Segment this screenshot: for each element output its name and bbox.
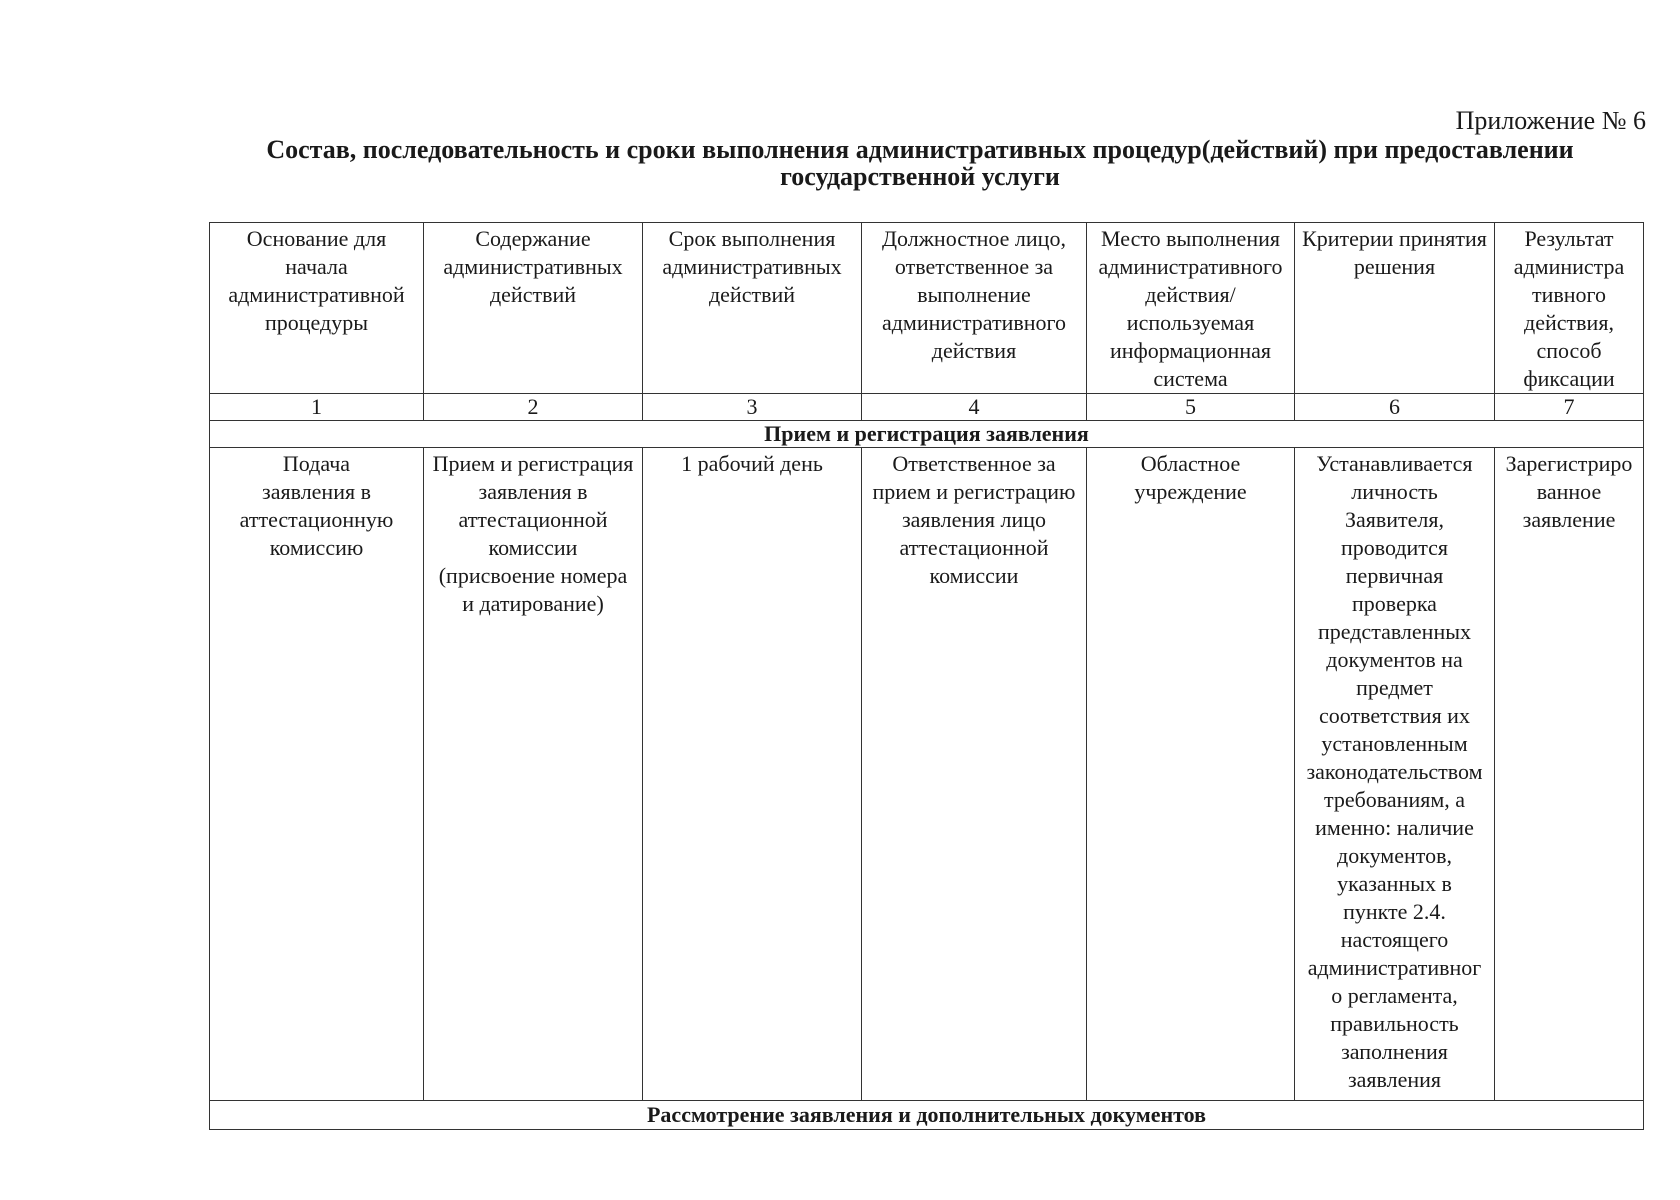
column-numbers-row (210, 394, 1644, 421)
appendix-label: Приложение № 6 (1455, 106, 1646, 135)
table-cell-basis: Подача заявления в аттестационную комиссию (210, 448, 424, 1101)
section-row (210, 1101, 1644, 1130)
column-header-deadline: Срок выполнения административных действий (643, 223, 862, 394)
procedures-table (209, 222, 1644, 1130)
column-number: 1 (210, 394, 424, 421)
column-header-official: Должностное лицо, ответственное за выполнение административного действия (862, 223, 1087, 394)
column-header-criteria: Критерии принятия решения (1295, 223, 1495, 394)
table-row (210, 448, 1644, 1101)
table-cell-official: Ответственное за прием и регистрацию заявления лицо аттестационной комиссии (862, 448, 1087, 1101)
document-title: Состав, последовательность и сроки выполнения административных процедур(действий) при предоставлении государственной услуги (266, 135, 1574, 191)
table-cell-place: Областное учреждение (1087, 448, 1295, 1101)
table-cell-result: Зарегистриро ванное заявление (1495, 448, 1644, 1101)
column-number: 4 (862, 394, 1087, 421)
column-number: 2 (424, 394, 643, 421)
column-number: 5 (1087, 394, 1295, 421)
column-header-content: Содержание административных действий (424, 223, 643, 394)
section-heading-registration: Прием и регистрация заявления (210, 421, 1644, 448)
table-cell-criteria: Устанавливается личность Заявителя, проводится первичная проверка представленных документов на предмет соответствия их установленным законодательством требованиям, а именно: наличие документов, указанных в пункте 2.4. настоящего административног о регламента, правильность заполнения заявления (1295, 448, 1495, 1101)
column-number: 7 (1495, 394, 1644, 421)
column-header-basis: Основание для начала административной процедуры (210, 223, 424, 394)
table-cell-deadline: 1 рабочий день (643, 448, 862, 1101)
table-header-row (210, 223, 1644, 394)
column-number: 3 (643, 394, 862, 421)
column-header-place: Место выполнения административного действия/ используемая информационная система (1087, 223, 1295, 394)
column-header-result: Результат администра тивного действия, способ фиксации (1495, 223, 1644, 394)
section-row (210, 421, 1644, 448)
column-number: 6 (1295, 394, 1495, 421)
section-heading-review: Рассмотрение заявления и дополнительных документов (210, 1101, 1644, 1130)
table-cell-content: Прием и регистрация заявления в аттестационной комиссии (присвоение номера и датирование) (424, 448, 643, 1101)
